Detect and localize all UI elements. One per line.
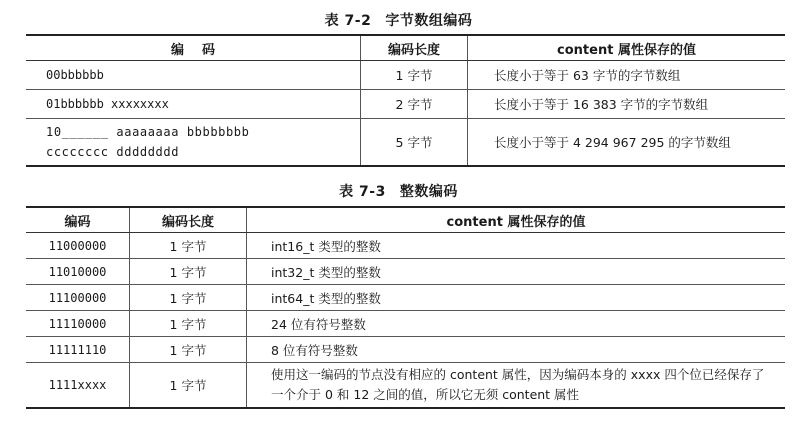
encoding-cell: 10______ aaaaaaaa bbbbbbbb cccccccc dddddddd	[26, 119, 361, 167]
integer-encoding-table	[26, 206, 785, 409]
encoding-cell: 11000000	[26, 233, 130, 259]
encoding-cell: 1111xxxx	[26, 363, 130, 409]
table-row	[26, 311, 785, 337]
content-cell: 24 位有符号整数	[247, 311, 786, 337]
header-length: 编码长度	[130, 207, 247, 233]
encoding-cell: 11010000	[26, 259, 130, 285]
table-row	[26, 337, 785, 363]
table-caption	[0, 10, 797, 30]
table-row	[26, 363, 785, 409]
length-cell: 1 字节	[130, 311, 247, 337]
length-cell: 2 字节	[361, 90, 468, 119]
length-cell: 1 字节	[130, 259, 247, 285]
byte-array-encoding-table	[26, 34, 785, 167]
table-row	[26, 259, 785, 285]
table-row	[26, 285, 785, 311]
content-cell: 长度小于等于 63 字节的字节数组	[468, 61, 786, 90]
header-content: content 属性保存的值	[468, 35, 786, 61]
header-encoding: 编 码	[26, 35, 361, 61]
table-title: 整数编码	[399, 184, 458, 200]
header-content: content 属性保存的值	[247, 207, 786, 233]
table-title: 字节数组编码	[385, 13, 473, 29]
table-row	[26, 61, 785, 90]
table-number: 表 7-3	[339, 184, 386, 200]
content-cell: 长度小于等于 16 383 字节的字节数组	[468, 90, 786, 119]
encoding-cell: 00bbbbbb	[26, 61, 361, 90]
content-cell: int16_t 类型的整数	[247, 233, 786, 259]
content-cell: 使用这一编码的节点没有相应的 content 属性，因为编码本身的 xxxx 四个位已经保存了一个介于 0 和 12 之间的值，所以它无须 content 属性	[247, 363, 786, 409]
length-cell: 1 字节	[361, 61, 468, 90]
length-cell: 5 字节	[361, 119, 468, 167]
header-encoding: 编码	[26, 207, 130, 233]
table-row	[26, 90, 785, 119]
table-header-row	[26, 35, 785, 61]
header-length: 编码长度	[361, 35, 468, 61]
table-header-row	[26, 207, 785, 233]
length-cell: 1 字节	[130, 363, 247, 409]
encoding-cell: 11100000	[26, 285, 130, 311]
content-cell: 长度小于等于 4 294 967 295 的字节数组	[468, 119, 786, 167]
encoding-cell: 11110000	[26, 311, 130, 337]
content-cell: int64_t 类型的整数	[247, 285, 786, 311]
table-row	[26, 233, 785, 259]
encoding-cell: 01bbbbbb xxxxxxxx	[26, 90, 361, 119]
table-number: 表 7-2	[324, 13, 372, 29]
length-cell: 1 字节	[130, 233, 247, 259]
content-cell: 8 位有符号整数	[247, 337, 786, 363]
table-caption	[0, 181, 797, 201]
length-cell: 1 字节	[130, 285, 247, 311]
length-cell: 1 字节	[130, 337, 247, 363]
encoding-cell: 11111110	[26, 337, 130, 363]
content-cell: int32_t 类型的整数	[247, 259, 786, 285]
table-row	[26, 119, 785, 167]
